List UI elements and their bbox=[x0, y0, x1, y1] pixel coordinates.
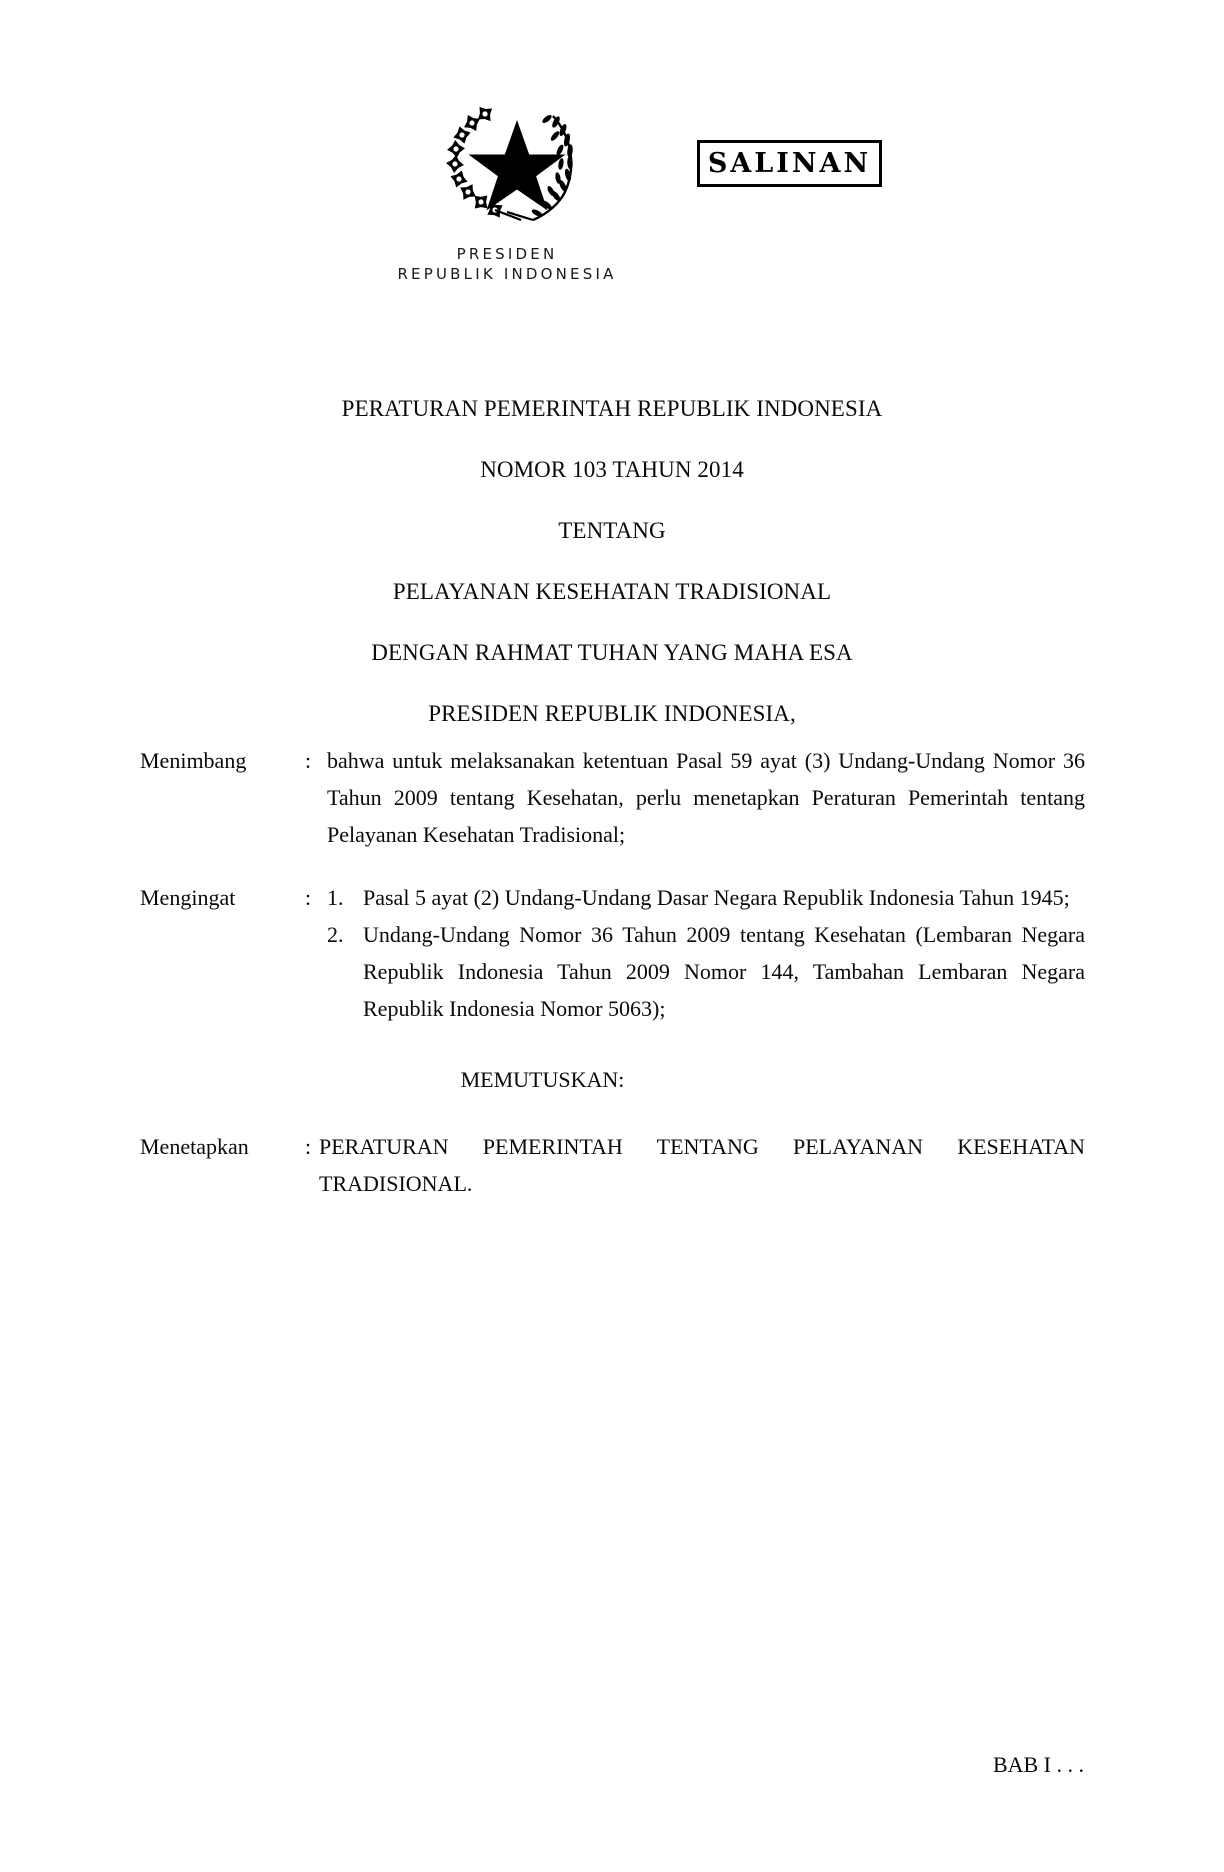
salinan-stamp bbox=[697, 140, 882, 187]
salinan-stamp-label: SALINAN bbox=[707, 148, 872, 179]
clause-menimbang-colon: : bbox=[305, 748, 312, 773]
clause-menetapkan bbox=[140, 1128, 1085, 1202]
list-item bbox=[327, 879, 1085, 916]
document-body bbox=[140, 742, 1085, 1228]
list-item-text: Undang-Undang Nomor 36 Tahun 2009 tentang Kesehatan (Lembaran Negara Republik Indonesia Tahun 2009 Nomor 144, Tambahan Lembaran Negara Republik Indonesia Nomor 5063); bbox=[363, 922, 1085, 1021]
clause-menetapkan-text: PERATURAN PEMERINTAH TENTANG PELAYANAN KESEHATAN TRADISIONAL. bbox=[319, 1134, 1085, 1196]
memutuskan-heading: MEMUTUSKAN: bbox=[460, 1067, 625, 1092]
document-title-block bbox=[0, 378, 1224, 744]
list-item-marker: 2. bbox=[327, 922, 344, 947]
title-regulation-name: PERATURAN PEMERINTAH REPUBLIK INDONESIA bbox=[341, 396, 883, 421]
clause-mengingat-list bbox=[327, 879, 1085, 1027]
title-issuer: PRESIDEN REPUBLIK INDONESIA, bbox=[428, 701, 796, 726]
clause-menetapkan-label: Menetapkan bbox=[140, 1134, 249, 1159]
title-invocation: DENGAN RAHMAT TUHAN YANG MAHA ESA bbox=[371, 640, 853, 665]
title-regulation-number: NOMOR 103 TAHUN 2014 bbox=[480, 457, 744, 482]
star-wreath-icon bbox=[437, 92, 597, 232]
clause-menimbang bbox=[140, 742, 1085, 853]
presiden-heading-line-1: PRESIDEN bbox=[456, 245, 558, 263]
clause-mengingat-list-wrap bbox=[327, 879, 1085, 1027]
presidential-emblem bbox=[437, 92, 597, 232]
list-item bbox=[327, 916, 1085, 1027]
list-item-marker: 1. bbox=[327, 885, 344, 910]
clause-mengingat bbox=[140, 879, 1085, 1027]
page-continuation-note: BAB I . . . bbox=[992, 1752, 1084, 1777]
list-item-text: Pasal 5 ayat (2) Undang-Undang Dasar Negara Republik Indonesia Tahun 1945; bbox=[363, 885, 1070, 910]
clause-menimbang-label: Menimbang bbox=[140, 748, 247, 773]
clause-menimbang-text: bahwa untuk melaksanakan ketentuan Pasal 59 ayat (3) Undang-Undang Nomor 36 Tahun 2009 tentang Kesehatan, perlu menetapkan Peraturan Pemerintah tentang Pelayanan Kesehatan Tradisional; bbox=[327, 748, 1085, 847]
clause-menetapkan-colon: : bbox=[305, 1134, 312, 1159]
title-subject: PELAYANAN KESEHATAN TRADISIONAL bbox=[392, 579, 832, 604]
clause-mengingat-label: Mengingat bbox=[140, 885, 236, 910]
document-header bbox=[0, 0, 1224, 330]
presiden-heading-line-2: REPUBLIK INDONESIA bbox=[397, 265, 617, 283]
title-tentang-label: TENTANG bbox=[558, 518, 666, 543]
clause-mengingat-colon: : bbox=[305, 885, 312, 910]
